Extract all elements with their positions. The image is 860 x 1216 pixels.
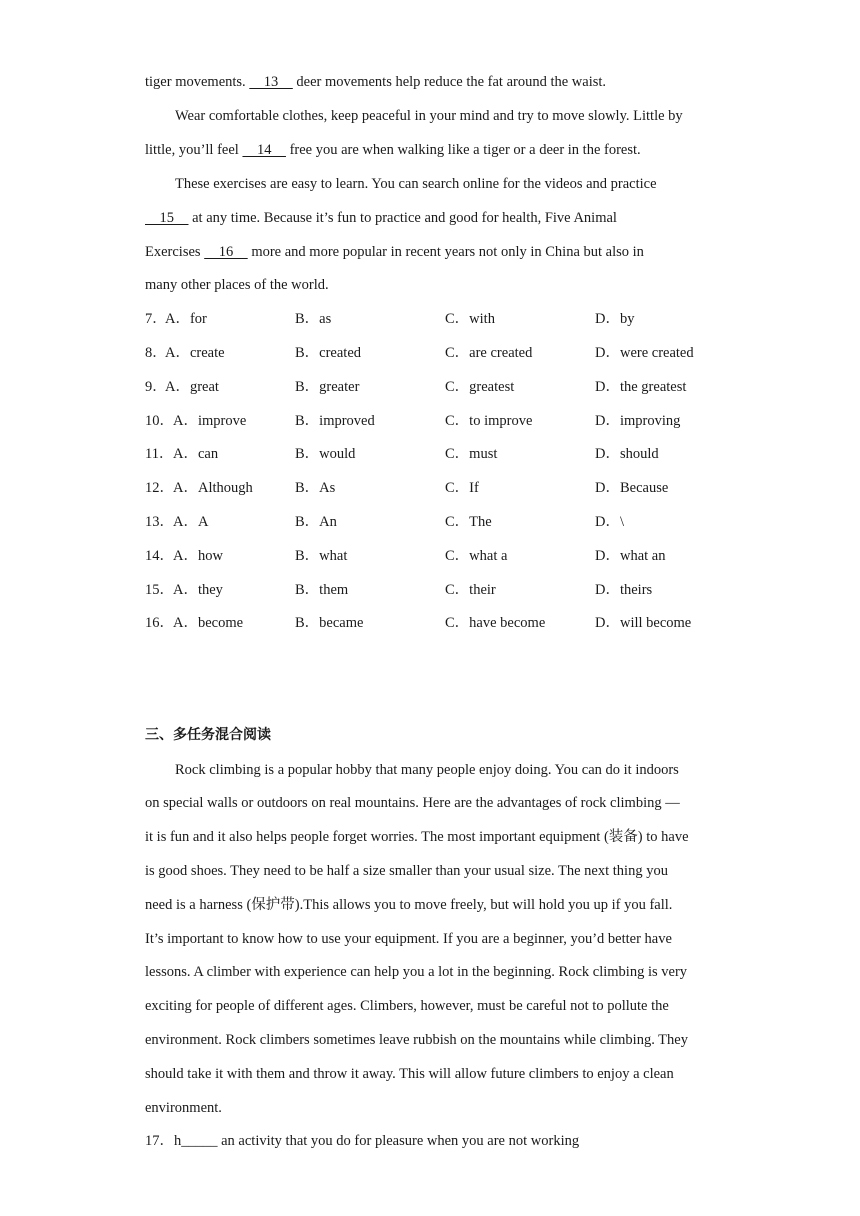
option-a: A．great — [165, 379, 219, 395]
option-d: D．Because — [595, 480, 669, 496]
option-a: A．for — [165, 311, 207, 327]
text-segment: at any time. Because it’s fun to practice and good for health, Five Animal — [188, 210, 617, 226]
option-b: B．improved — [295, 413, 375, 429]
option-a: A．become — [173, 615, 244, 631]
paragraph-line: is good shoes. They need to be half a size smaller than your usual size. The next thing you — [145, 863, 668, 879]
passage-line-6 — [145, 242, 644, 262]
question-number: 10． — [145, 413, 174, 429]
option-c: C．their — [445, 582, 496, 598]
passage-line-7: many other places of the world. — [145, 277, 329, 293]
question-number: 9． — [145, 379, 167, 395]
paragraph-line: it is fun and it also helps people forget worries. The most important equipment (装备) to have — [145, 829, 689, 845]
text-segment: free you are when walking like a tiger or a deer in the forest. — [285, 142, 641, 158]
option-d: D．by — [595, 311, 635, 327]
question-12-options — [145, 478, 725, 498]
option-c: C．with — [445, 311, 495, 327]
question-10-options — [145, 411, 725, 431]
question-number: 16． — [145, 615, 174, 631]
option-b: B．them — [295, 582, 349, 598]
question-number: 8． — [145, 345, 167, 361]
text-segment: little, you’ll feel — [145, 142, 243, 158]
option-a: A．Although — [173, 480, 253, 496]
option-c: C．are created — [445, 345, 533, 361]
question-number: 15． — [145, 582, 174, 598]
option-b: B．became — [295, 615, 364, 631]
option-c: C．to improve — [445, 413, 533, 429]
option-c: C．greatest — [445, 379, 515, 395]
option-b: B．created — [295, 345, 362, 361]
option-c: C．The — [445, 514, 492, 530]
option-c: C．have become — [445, 615, 546, 631]
question-14-options — [145, 546, 725, 566]
option-d: D．should — [595, 446, 659, 462]
option-d: D．will become — [595, 615, 692, 631]
option-c: C．If — [445, 480, 479, 496]
question-13-options — [145, 512, 725, 532]
text-segment: more and more popular in recent years not only in China but also in — [247, 244, 644, 260]
option-a: A．A — [173, 514, 209, 530]
text-segment: Exercises — [145, 244, 205, 260]
passage-line-3 — [145, 140, 641, 160]
paragraph-line: should take it with them and throw it away. This will allow future climbers to enjoy a clean — [145, 1066, 674, 1082]
option-b: B．greater — [295, 379, 360, 395]
option-d: D．what an — [595, 548, 666, 564]
paragraph-line: need is a harness (保护带).This allows you to move freely, but will hold you up if you fall. — [145, 897, 673, 913]
option-b: B．as — [295, 311, 332, 327]
option-d: D．theirs — [595, 582, 653, 598]
option-c: C．must — [445, 446, 498, 462]
section-heading: 三、多任务混合阅读 — [145, 727, 271, 743]
paragraph-line: lessons. A climber with experience can help you a lot in the beginning. Rock climbing is very — [145, 964, 688, 980]
blank-16: 16 — [204, 244, 248, 260]
question-7-options — [145, 309, 725, 329]
option-a: A．improve — [173, 413, 247, 429]
option-a: A．they — [173, 582, 223, 598]
option-c: C．what a — [445, 548, 508, 564]
paragraph-line: Rock climbing is a popular hobby that many people enjoy doing. You can do it indoors — [175, 762, 679, 778]
question-number: 12． — [145, 480, 174, 496]
option-d: D．improving — [595, 413, 681, 429]
option-a: A．how — [173, 548, 223, 564]
question-number: 14． — [145, 548, 174, 564]
passage-line-5 — [145, 208, 617, 228]
question-16-options — [145, 613, 725, 633]
blank-13: 13 — [249, 74, 293, 90]
option-b: B．As — [295, 480, 336, 496]
blank-15: 15 — [145, 210, 189, 226]
question-number: 13． — [145, 514, 174, 530]
question-number: 11． — [145, 446, 174, 462]
option-d: D．were created — [595, 345, 694, 361]
paragraph-line: exciting for people of different ages. Climbers, however, must be careful not to pollute the — [145, 998, 669, 1014]
paragraph-line: environment. — [145, 1100, 222, 1116]
option-d: D．\ — [595, 514, 624, 530]
question-17: 17．h_____ an activity that you do for pleasure when you are not working — [145, 1133, 580, 1149]
passage-line-4: These exercises are easy to learn. You can search online for the videos and practice — [175, 176, 657, 192]
blank-14: 14 — [242, 142, 286, 158]
option-d: D．the greatest — [595, 379, 687, 395]
passage-line-2: Wear comfortable clothes, keep peaceful in your mind and try to move slowly. Little by — [175, 108, 683, 124]
paragraph-line: environment. Rock climbers sometimes leave rubbish on the mountains while climbing. They — [145, 1032, 688, 1048]
question-8-options — [145, 343, 725, 363]
text-segment: deer movements help reduce the fat around the waist. — [292, 74, 607, 90]
question-11-options — [145, 444, 725, 464]
option-a: A．create — [165, 345, 225, 361]
option-b: B．An — [295, 514, 337, 530]
option-b: B．would — [295, 446, 356, 462]
paragraph-line: It’s important to know how to use your equipment. If you are a beginner, you’d better have — [145, 931, 672, 947]
passage-line-1 — [145, 72, 606, 92]
question-15-options — [145, 580, 725, 600]
question-9-options — [145, 377, 725, 397]
option-b: B．what — [295, 548, 348, 564]
option-a: A．can — [173, 446, 219, 462]
paragraph-line: on special walls or outdoors on real mountains. Here are the advantages of rock climbing — — [145, 795, 680, 811]
text-segment: tiger movements. — [145, 74, 250, 90]
question-number: 7． — [145, 311, 167, 327]
